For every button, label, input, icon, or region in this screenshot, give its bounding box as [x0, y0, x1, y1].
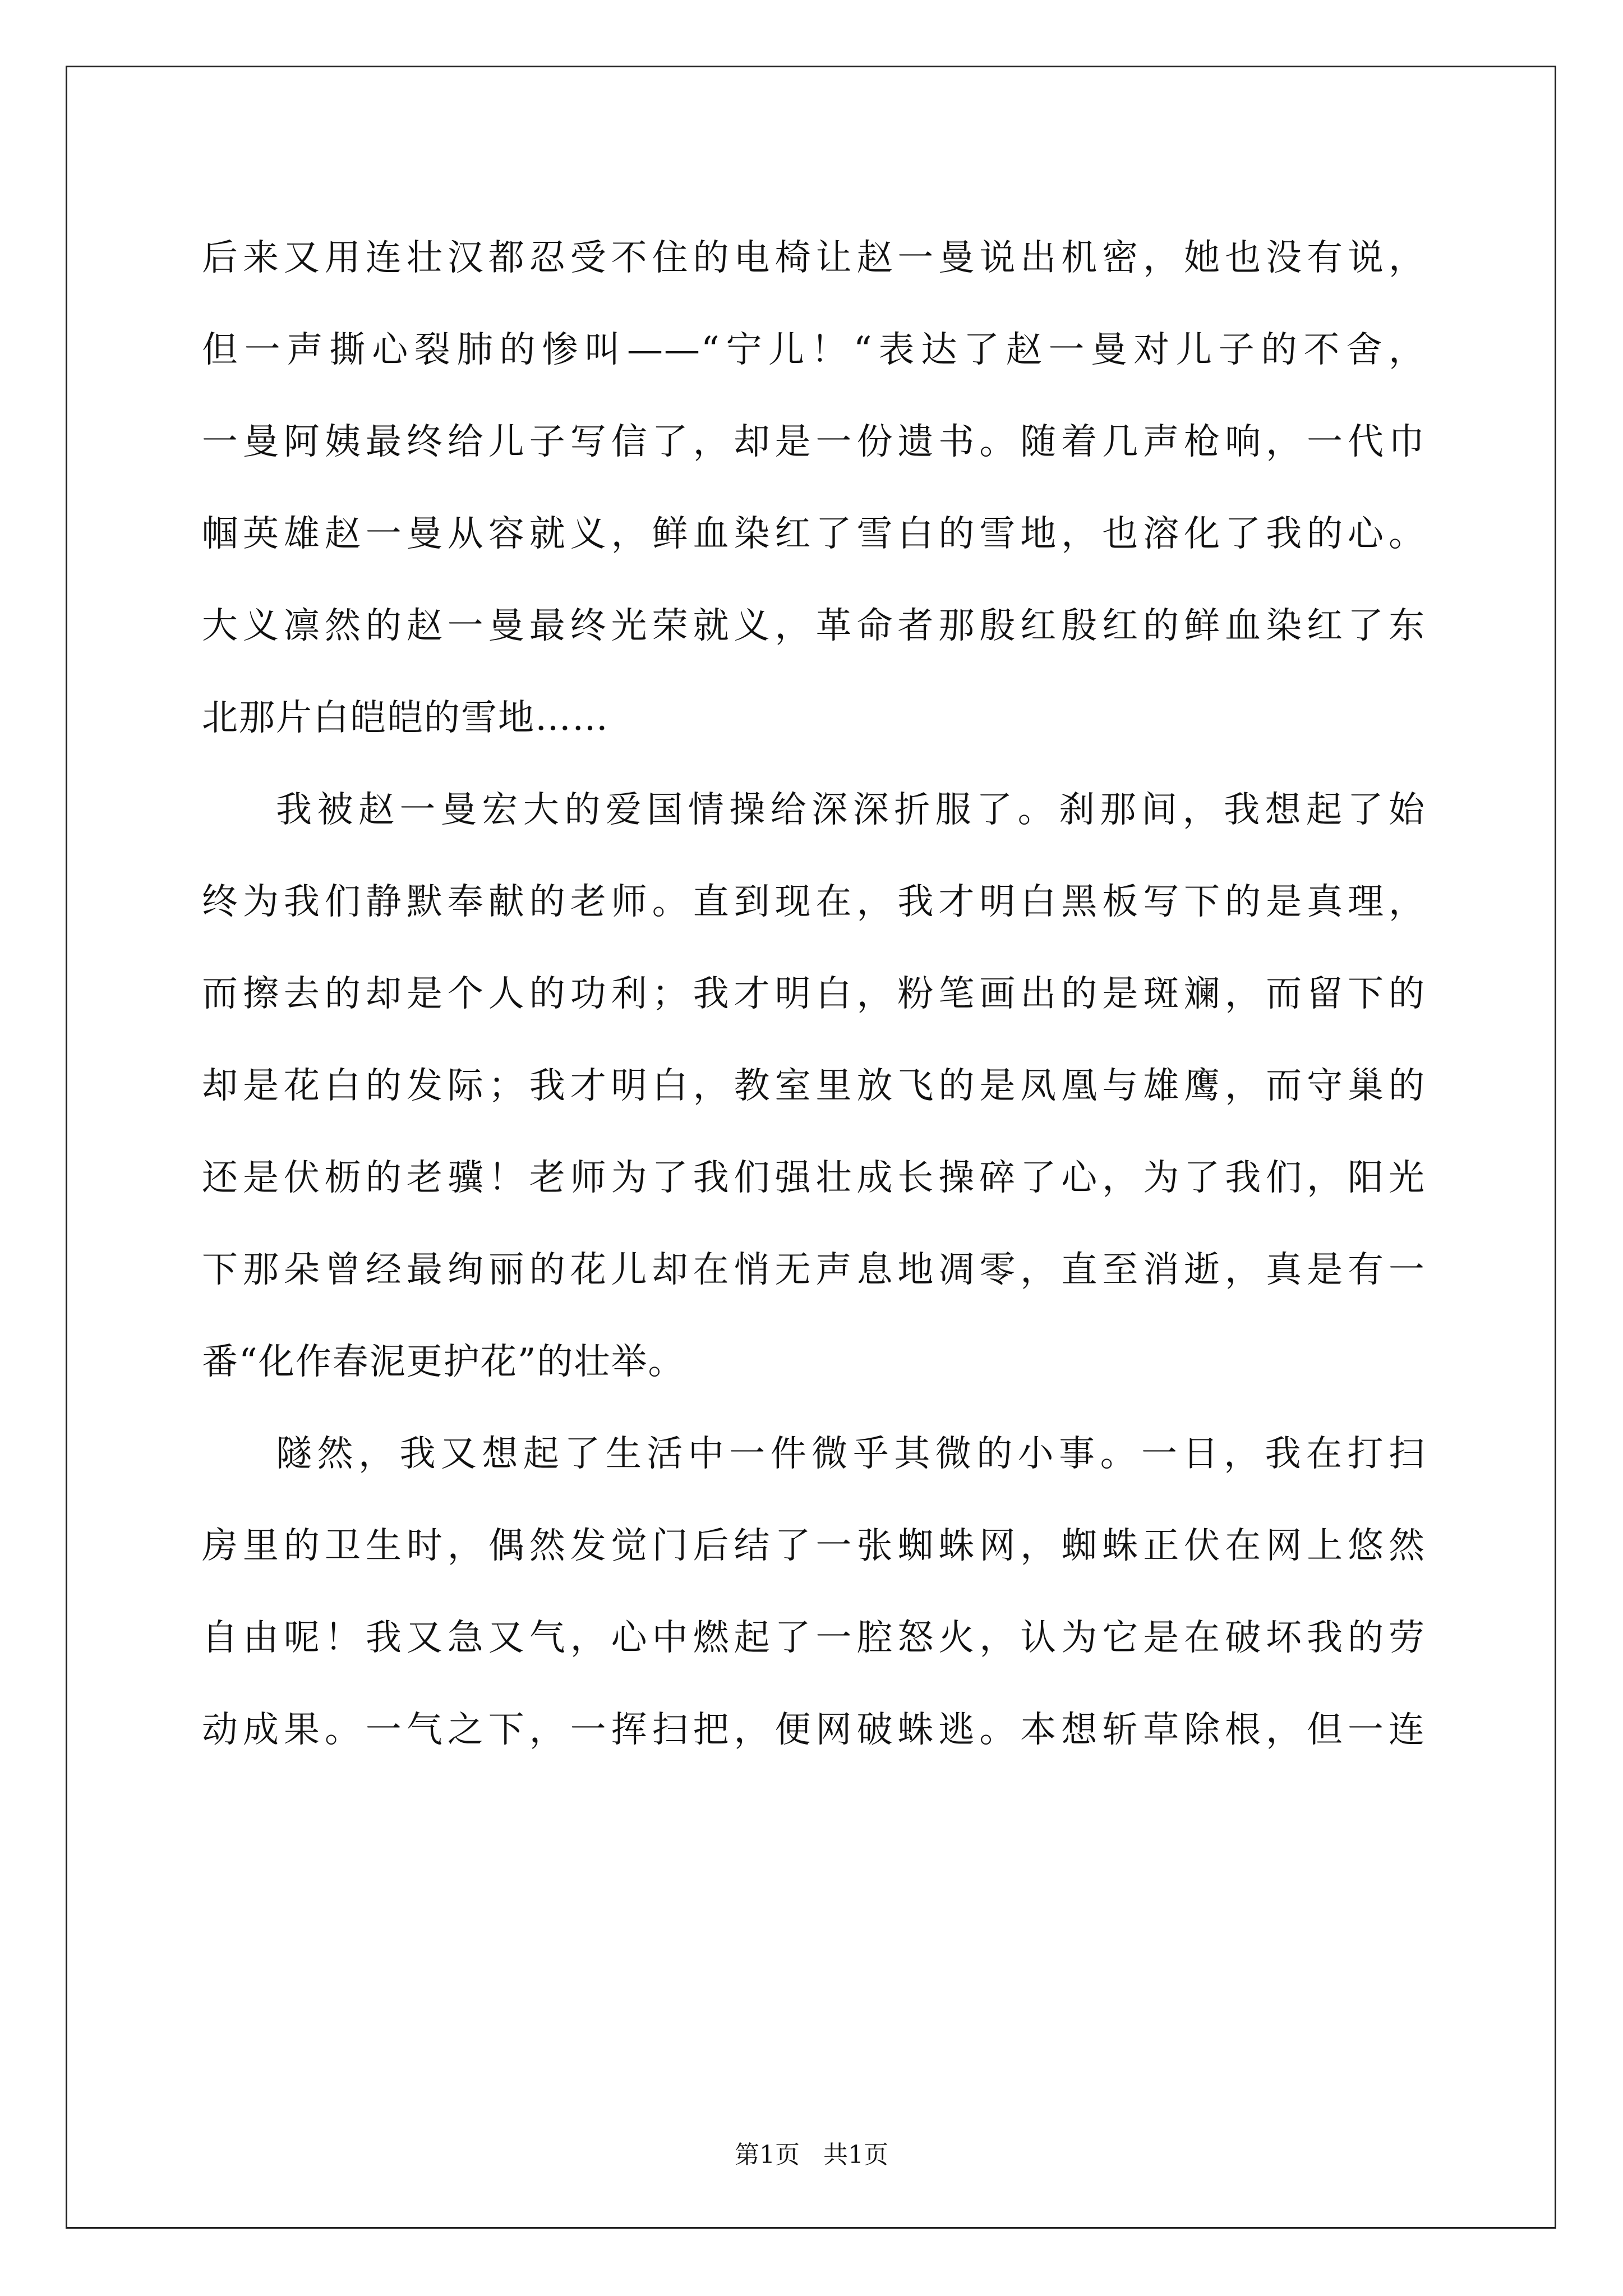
page-number-footer: 第1页 共1页: [735, 2141, 888, 2169]
text-line: 还是伏枥的老骥！老师为了我们强壮成长操碎了心，为了我们，阳光: [202, 1157, 1426, 1199]
text-line: 而擦去的却是个人的功利；我才明白，粉笔画出的是斑斓，而留下的: [202, 973, 1426, 1015]
text-line: 动成果。一气之下，一挥扫把，便网破蛛逃。本想斩草除根，但一连: [202, 1709, 1426, 1751]
text-line: 终为我们静默奉献的老师。直到现在，我才明白黑板写下的是真理，: [202, 881, 1426, 923]
text-line: 房里的卫生时，偶然发觉门后结了一张蜘蛛网，蜘蛛正伏在网上悠然: [202, 1525, 1426, 1567]
paragraph-first-line: 我被赵一曼宏大的爱国情操给深深折服了。刹那间，我想起了始: [276, 789, 1426, 831]
text-line: 下那朵曾经最绚丽的花儿却在悄无声息地凋零，直至消逝，真是有一: [202, 1249, 1426, 1291]
text-line: 但一声撕心裂肺的惨叫——“宁儿！“表达了赵一曼对儿子的不舍，: [202, 329, 1426, 371]
text-line: 却是花白的发际；我才明白，教室里放飞的是凤凰与雄鹰，而守巢的: [202, 1065, 1426, 1107]
text-line: 北那片白皑皑的雪地……: [202, 697, 609, 739]
text-line: 自由呢！我又急又气，心中燃起了一腔怒火，认为它是在破坏我的劳: [202, 1617, 1426, 1659]
paragraph-first-line: 隧然，我又想起了生活中一件微乎其微的小事。一日，我在打扫: [276, 1433, 1426, 1475]
text-line: 番“化作春泥更护花”的壮举。: [202, 1341, 685, 1383]
text-line: 帼英雄赵一曼从容就义，鲜血染红了雪白的雪地，也溶化了我的心。: [202, 513, 1426, 555]
text-line: 大义凛然的赵一曼最终光荣就义，革命者那殷红殷红的鲜血染红了东: [202, 605, 1426, 647]
text-line: 后来又用连壮汉都忍受不住的电椅让赵一曼说出机密，她也没有说，: [202, 237, 1426, 279]
body-text: [202, 212, 1426, 1776]
text-line: 一曼阿姨最终给儿子写信了，却是一份遗书。随着几声枪响，一代巾: [202, 421, 1426, 463]
